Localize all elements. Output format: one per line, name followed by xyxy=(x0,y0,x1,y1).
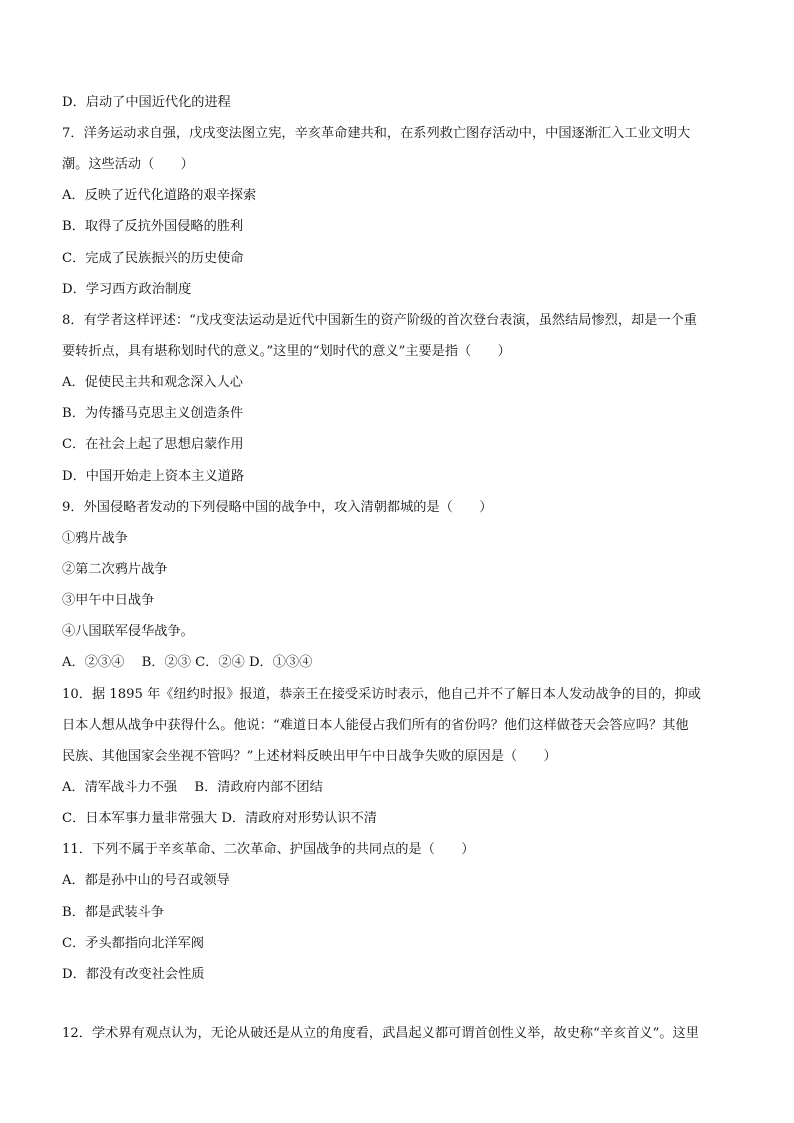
item-9-4: ④八国联军侵华战争。 xyxy=(62,624,194,639)
question-10-line-2: 日本人想从战争中获得什么。他说：“难道日本人能侵占我们所有的省份吗？他们这样做苍天会答应吗？其他 xyxy=(62,718,689,733)
question-10-line-3: 民族、其他国家会坐视不管吗？”上述材料反映出甲午中日战争失败的原因是（ ） xyxy=(62,749,557,764)
option-8d: D．中国开始走上资本主义道路 xyxy=(62,469,245,484)
options-10-cd: C．日本军事力量非常强大 D．清政府对形势认识不清 xyxy=(62,811,377,826)
option-8b: B．为传播马克思主义创造条件 xyxy=(62,406,244,421)
item-9-1: ①鸦片战争 xyxy=(62,531,128,546)
option-8c: C．在社会上起了思想启蒙作用 xyxy=(62,437,244,452)
question-7-line-2: 潮。这些活动（ ） xyxy=(62,157,194,172)
question-9: 9．外国侵略者发动的下列侵略中国的战争中，攻入清朝都城的是（ ） xyxy=(62,500,493,515)
item-9-3: ③甲午中日战争 xyxy=(62,593,155,608)
options-9: A．②③④ B．②③ C．②④ D．①③④ xyxy=(62,655,313,670)
options-10-ab: A．清军战斗力不强 B．清政府内部不团结 xyxy=(62,780,323,795)
question-8-line-2: 要转折点，具有堪称划时代的意义。”这里的“划时代的意义”主要是指（ ） xyxy=(62,344,511,359)
question-12-line-1: 12．学术界有观点认为，无论从破还是从立的角度看，武昌起义都可谓首创性义举，故史称“辛亥首义”。这里 xyxy=(62,1026,699,1041)
option-7d: D．学习西方政治制度 xyxy=(62,282,192,297)
question-10-line-1: 10．据 1895 年《纽约时报》报道，恭亲王在接受采访时表示，他自己并不了解日本人发动战争的目的，抑或 xyxy=(62,687,701,702)
question-11: 11．下列不属于辛亥革命、二次革命、护国战争的共同点的是（ ） xyxy=(62,842,475,857)
question-8-line-1: 8．有学者这样评述：“戊戌变法运动是近代中国新生的资产阶级的首次登台表演，虽然结局惨烈，却是一个重 xyxy=(62,313,697,328)
option-11b: B．都是武装斗争 xyxy=(62,905,165,920)
option-7a: A．反映了近代化道路的艰辛探索 xyxy=(62,188,257,203)
option-7b: B．取得了反抗外国侵略的胜利 xyxy=(62,219,244,234)
item-9-2: ②第二次鸦片战争 xyxy=(62,562,168,577)
option-7c: C．完成了民族振兴的历史使命 xyxy=(62,251,244,266)
option-11c: C．矛头都指向北洋军阀 xyxy=(62,936,204,951)
option-11a: A．都是孙中山的号召或领导 xyxy=(62,873,230,888)
option-8a: A．促使民主共和观念深入人心 xyxy=(62,375,243,390)
option-11d: D．都没有改变社会性质 xyxy=(62,967,205,982)
option-6d: D．启动了中国近代化的进程 xyxy=(62,95,231,110)
question-7-line-1: 7．洋务运动求自强，戊戌变法图立宪，辛亥革命建共和，在系列救亡图存活动中，中国逐渐汇入工业文明大 xyxy=(62,126,691,141)
